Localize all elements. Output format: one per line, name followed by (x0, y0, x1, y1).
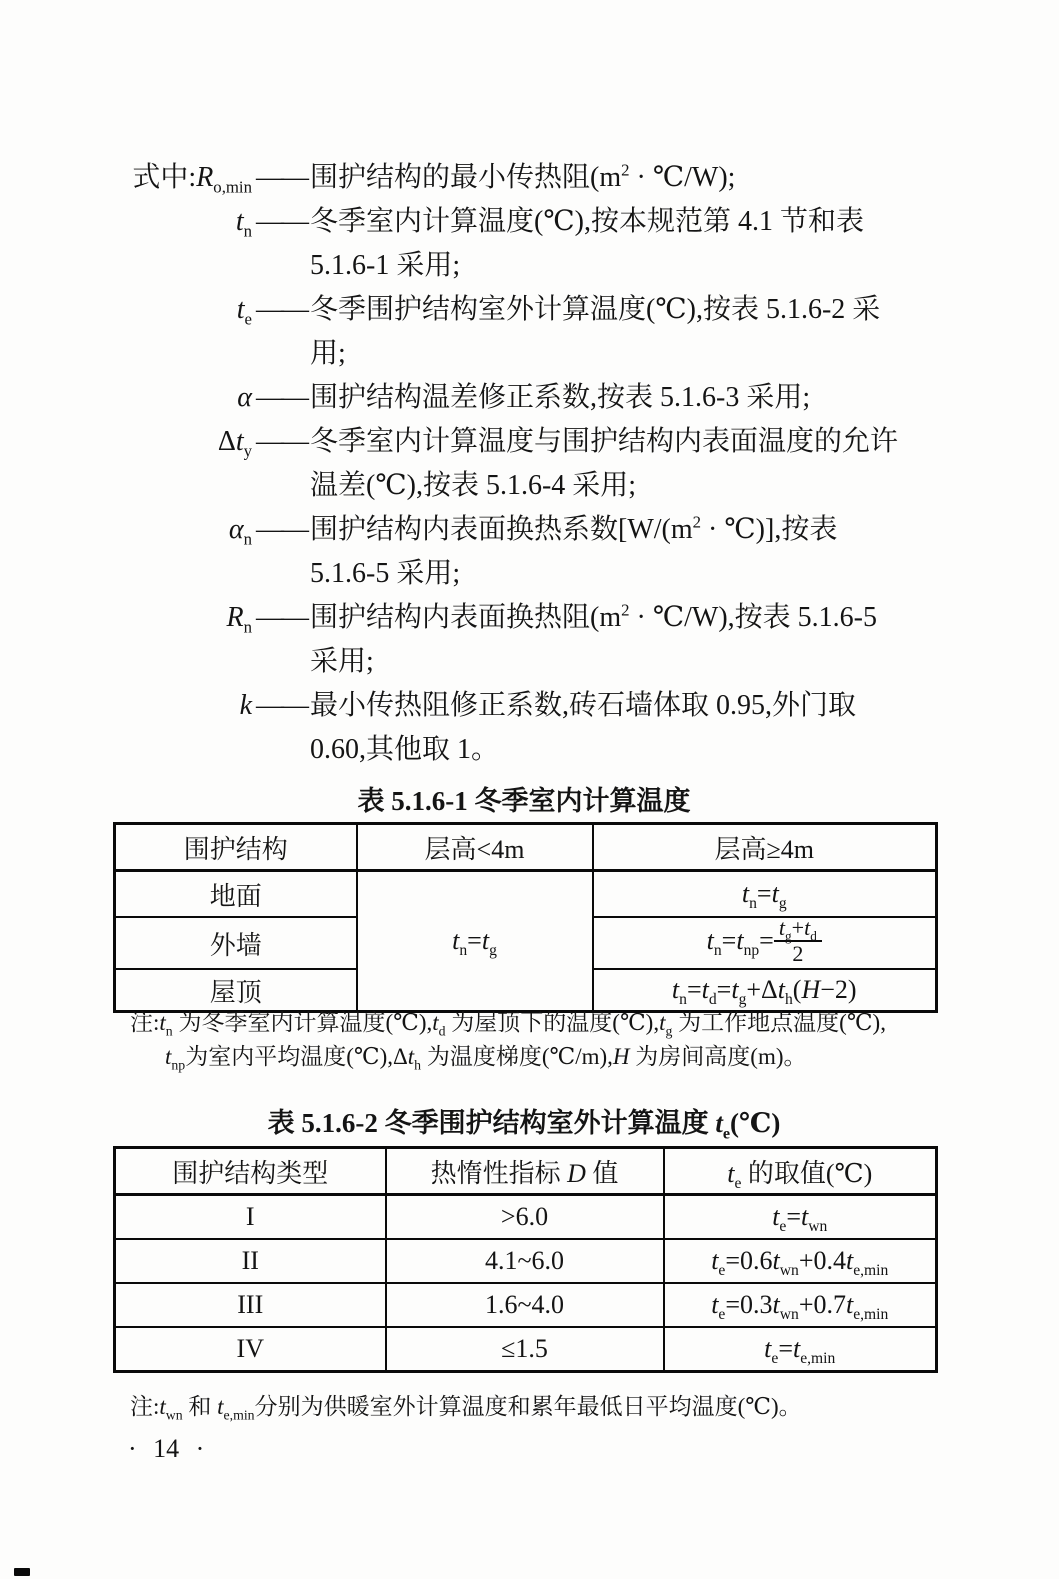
table-row (115, 1327, 937, 1372)
table1-cell-roof: 屋顶 (115, 969, 357, 1012)
definition-dash: —— (256, 514, 306, 545)
definition-text: 围护结构温差修正系数,按表 5.1.6-3 采用; (310, 382, 811, 413)
table2-cell-type-3: III (115, 1283, 386, 1327)
definition-symbol (113, 200, 252, 288)
definition-item-k (113, 684, 983, 772)
table1-cell-merged-formula: $t_n=t_g$ (357, 871, 593, 1012)
table1-cell-exterior-wall: 外墙 (115, 917, 357, 969)
symbol-text: α (237, 382, 252, 413)
symbol-text: $t_n$ (235, 206, 252, 241)
definition-dash: —— (256, 206, 306, 237)
table2-cell-type-2: II (115, 1239, 386, 1283)
table-winter-outdoor-calc-temperature (113, 1146, 938, 1373)
table2-cell-te-4: $t_e=t_{e,min}$ (664, 1327, 937, 1372)
table2-cell-type-1: I (115, 1195, 386, 1240)
table1-cell-roof-formula: $t_n=t_d=t_g+\Delta t_h(H-2)$ (593, 969, 937, 1012)
table2-header-thermal-inertia: 热惰性指标 D 值 (386, 1148, 664, 1195)
definition-item-delta-ty (113, 420, 983, 508)
table2-note: 注$:t_{wn}$ 和 $t_{e,min}$分别为供暖室外计算温度和累年最低日平均温度(℃)。 (130, 1394, 802, 1423)
definition-text: 围护结构的最小传热阻($m^2$ · ℃/W); (310, 160, 736, 193)
table2-cell-d-3: 1.6~4.0 (386, 1283, 664, 1327)
symbol-text: $R_n$ (226, 602, 252, 637)
definition-symbol (113, 684, 252, 772)
table-header-row (115, 824, 937, 871)
definition-symbol (113, 508, 252, 596)
definition-text: 冬季室内计算温度与围护结构内表面温度的允许 温差(℃),按表 5.1.6-4 采用; (310, 426, 899, 501)
definition-text: 冬季围护结构室外计算温度(℃),按表 5.1.6-2 采 用; (310, 294, 881, 369)
table-row (115, 871, 937, 918)
definition-text: 围护结构内表面换热系数[$W/(m^2$ · ℃)],按表 5.1.6-5 采用; (310, 512, 838, 589)
symbol-text: $t_e$ (236, 294, 252, 329)
scan-artifact-mark (14, 1568, 30, 1576)
table1-cell-wall-formula: $t_n=t_{np}=$ $\frac{t_g+t_d}{2}$ (593, 917, 937, 969)
definition-symbol (113, 596, 252, 684)
definition-text: 最小传热阻修正系数,砖石墙体取 0.95,外门取 0.60,其他取 1。 (310, 690, 857, 765)
definition-dash: —— (256, 602, 306, 633)
table1-header-height-lt-4m: 层高<4m (357, 824, 593, 871)
symbol-definition-list (113, 156, 983, 772)
definition-dash: —— (256, 426, 306, 457)
table-row (115, 1239, 937, 1283)
definition-item-Rn (113, 596, 983, 684)
table1-header-height-ge-4m: 层高≥4m (593, 824, 937, 871)
definition-symbol (113, 376, 252, 420)
definition-item-tn (113, 200, 983, 288)
symbol-text: $\alpha_n$ (228, 514, 252, 549)
definition-dash: —— (256, 162, 306, 193)
table-row (115, 1283, 937, 1327)
definition-item-alpha-n (113, 508, 983, 596)
table1-title: 表 5.1.6-1 冬季室内计算温度 (357, 786, 691, 816)
definition-dash: —— (256, 690, 306, 721)
definition-item-alpha (113, 376, 983, 420)
table2-cell-te-3: $t_e=0.3t_{wn}+0.7t_{e,min}$ (664, 1283, 937, 1327)
table1-cell-ground: 地面 (115, 871, 357, 918)
formula-intro-label: 式中: (132, 162, 197, 193)
page-number: · 14 · (128, 1434, 205, 1463)
symbol-text: k (239, 690, 252, 721)
definition-symbol (113, 288, 252, 376)
table1-note: 注$:t_n$ 为冬季室内计算温度$(℃),t_d$ 为屋顶下的温度$(℃),t_g$ 为工作地点温度(℃), $t_{np}$为室内平均温度$(℃),\Delta t_h$ 为温度梯度(℃/m),H 为房间高度(m)。 (130, 1010, 886, 1073)
table-winter-indoor-temperature (113, 822, 938, 1013)
table2-header-te-value: $t_e$ 的取值(℃) (664, 1148, 937, 1195)
table2-cell-d-2: 4.1~6.0 (386, 1239, 664, 1283)
table1-header-structure: 围护结构 (115, 824, 357, 871)
table2-header-structure-type: 围护结构类型 (115, 1148, 386, 1195)
table2-cell-te-2: $t_e=0.6t_{wn}+0.4t_{e,min}$ (664, 1239, 937, 1283)
table2-cell-d-4: ≤1.5 (386, 1327, 664, 1372)
table-header-row (115, 1148, 937, 1195)
definition-dash: —— (256, 382, 306, 413)
definition-item-Ro-min (113, 156, 983, 200)
symbol-text: $R_{o,min}$ (196, 162, 252, 197)
definition-text: 围护结构内表面换热阻($m^2$ · ℃/W),按表 5.1.6-5 采用; (310, 600, 878, 677)
table2-title: 表 5.1.6-2 冬季围护结构室外计算温度 $t_e(℃)$ (267, 1108, 781, 1143)
definition-dash: —— (256, 294, 306, 325)
table1-cell-ground-formula: $t_n=t_g$ (593, 871, 937, 918)
table2-cell-te-1: $t_e=t_{wn}$ (664, 1195, 937, 1240)
symbol-text: $\Delta t_y$ (217, 426, 252, 461)
table2-cell-type-4: IV (115, 1327, 386, 1372)
definition-symbol (113, 156, 252, 200)
definition-symbol (113, 420, 252, 508)
definition-text: 冬季室内计算温度(℃),按本规范第 4.1 节和表 5.1.6-1 采用; (310, 206, 864, 281)
table2-cell-d-1: >6.0 (386, 1195, 664, 1240)
table-row (115, 1195, 937, 1240)
definition-item-te (113, 288, 983, 376)
